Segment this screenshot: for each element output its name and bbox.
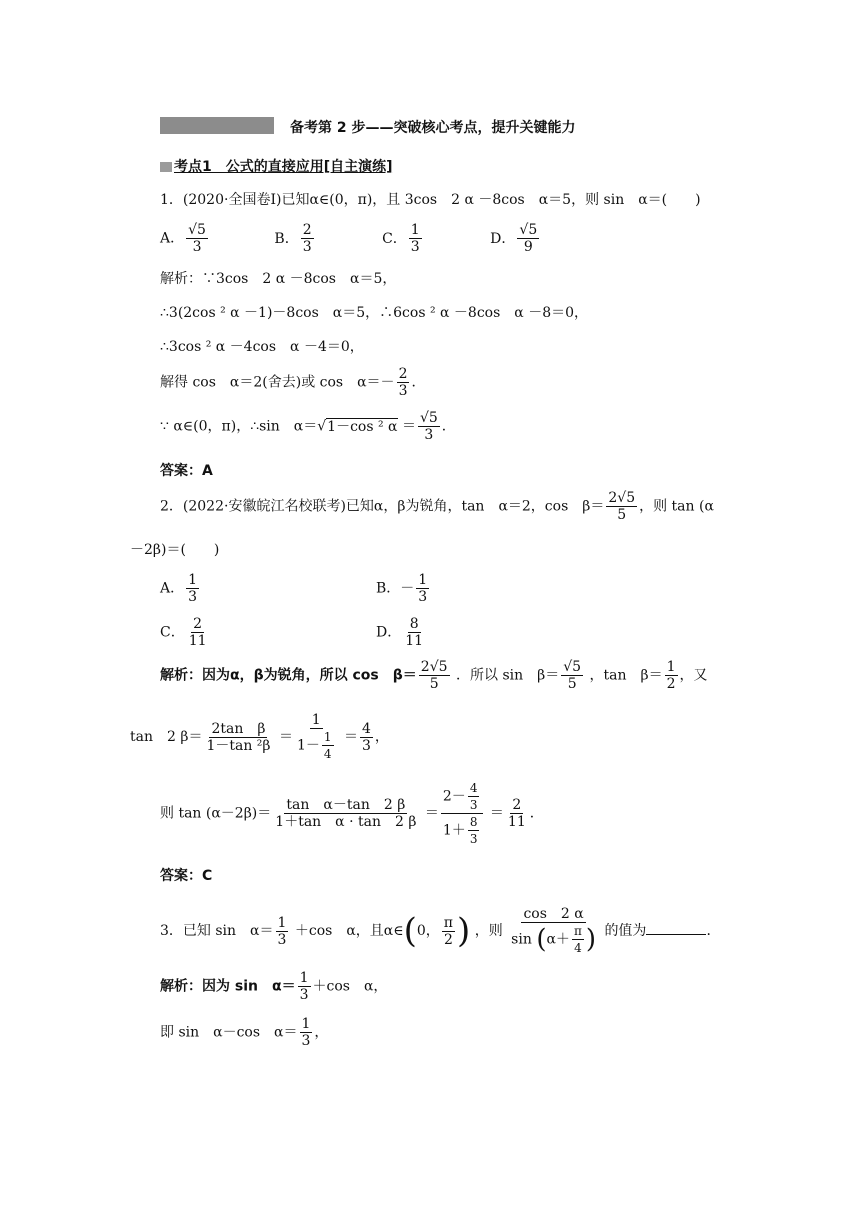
q2-solution-line-3: 则 tan (α－2β)＝ $\frac{\text{tan α－tan 2 β}}{\text{1＋tan α · tan 2 β}}$ ＝ 2－ $\frac{4}{3}$ 1＋ $\frac{8}{3}$ ＝ $\frac{2}{11}$ ． — [160, 781, 544, 846]
q2-stem-cont: －2β)＝( ) — [130, 542, 220, 558]
left-paren: ( — [403, 911, 417, 951]
q3-stem: 3．已知 sin α＝ $\frac{1}{3}$ ＋cos α，且α∈(0， $\frac{\pi}{2}$ ) ，则 cos 2 α sin (α＋ $\frac{\pi}{4}$ ) 的值为 ． — [160, 906, 721, 955]
q2-option-d: D． $\frac{8}{11}$ — [376, 616, 424, 649]
q2-option-b: B．－ $\frac{1}{3}$ — [376, 572, 428, 605]
section-title: 备考第 2 步——突破核心考点，提升关键能力 — [290, 120, 576, 136]
q1-solution-line-3: ∴3cos ² α －4cos α －4＝0， — [160, 339, 364, 355]
q1-solution-line-4: 解得 cos α＝2(舍去)或 cos α＝－ $\frac{2}{3}$ ． — [160, 366, 426, 399]
sqrt-symbol: √ — [317, 418, 327, 435]
topic-heading: 考点1 公式的直接应用[自主演练] — [160, 157, 393, 177]
q3-solution-line-2: 即 sin α－cos α＝ $\frac{1}{3}$ ， — [160, 1016, 329, 1049]
q2-solution-line-2: tan 2 β＝ $\frac{\text{2tan β}}{\text{1－tan ²β}}$ ＝ 1 1－ $\frac{1}{4}$ ＝ $\frac{4}{3}$ ， — [130, 712, 389, 761]
q3-solution-line-1: 解析：因为 sin α＝ $\frac{1}{3}$ ＋cos α， — [160, 970, 388, 1003]
q2-stem: 2．(2022·安徽皖江名校联考)已知α，β为锐角，tan α＝2，cos β＝ $\frac{2√5}{5}$ ，则 tan (α — [160, 490, 714, 523]
q1-solution-line-5: ∵ α∈(0，π)，∴sin α＝√1－cos ² α ＝ $\frac{√5}{3}$ ． — [160, 410, 456, 443]
section-marker-bar — [160, 117, 274, 134]
answer-blank[interactable] — [646, 920, 706, 935]
q2-option-a: A． $\frac{1}{3}$ — [160, 572, 198, 605]
q1-solution-line-1: 解析：∵3cos 2 α －8cos α＝5， — [160, 271, 397, 287]
q1-solution-line-2: ∴3(2cos ² α －1)－8cos α＝5，∴6cos ² α －8cos α －8＝0， — [160, 305, 589, 321]
q1-options: A． $\frac{√5}{3}$ B． $\frac{2}{3}$ C． $\frac{1}{3}$ D． $\frac{√5}{9}$ — [160, 222, 538, 255]
square-bullet-icon — [160, 162, 172, 172]
q2-option-c: C． $\frac{2}{11}$ — [160, 616, 207, 649]
q1-stem: 1．(2020·全国卷Ⅰ)已知α∈(0，π)，且 3cos 2 α －8cos α＝5，则 sin α＝( ) — [160, 192, 701, 208]
q2-solution-line-1: 解析：因为α，β为锐角，所以 cos β＝ $\frac{2√5}{5}$ ．所以 sin β＝ $\frac{√5}{5}$ ，tan β＝ $\frac{1}{2}$ ，又 — [160, 659, 708, 692]
right-paren: ) — [457, 911, 471, 951]
q2-answer: 答案：C — [160, 868, 213, 884]
q1-answer: 答案：A — [160, 463, 213, 479]
